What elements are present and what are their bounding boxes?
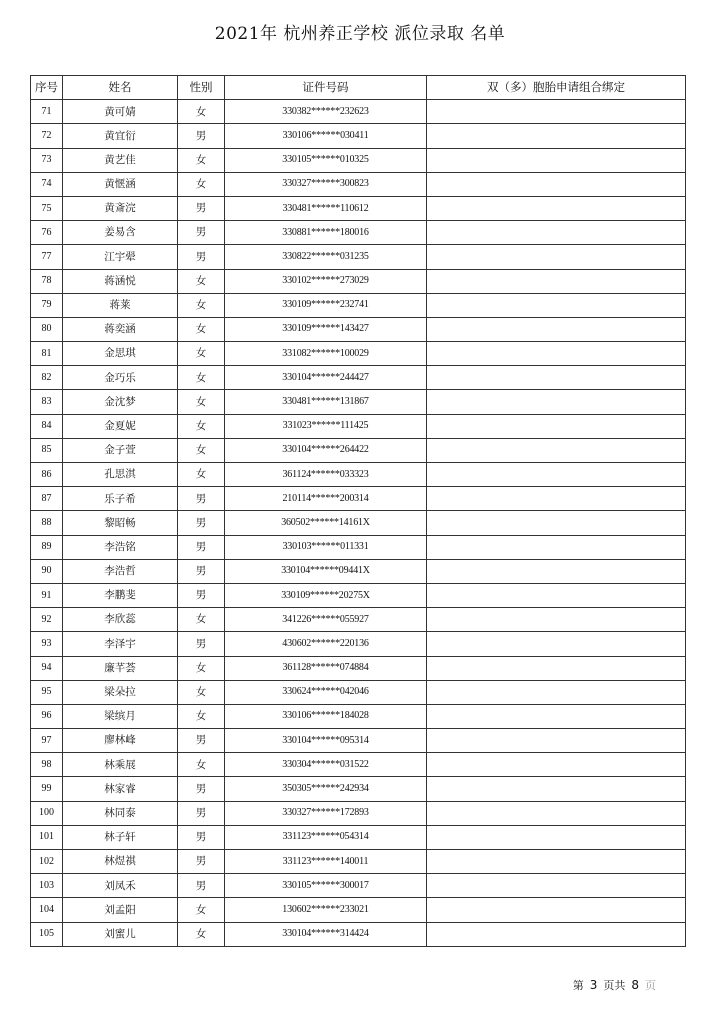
footer-middle: 页共 bbox=[603, 979, 626, 992]
cell-id-number: 330624******042046 bbox=[225, 680, 427, 704]
cell-twins-binding bbox=[427, 100, 686, 124]
table-body bbox=[31, 100, 686, 947]
cell-gender: 女 bbox=[178, 753, 225, 777]
cell-seq: 85 bbox=[31, 438, 63, 462]
cell-twins-binding bbox=[427, 269, 686, 293]
cell-id-number: 330304******031522 bbox=[225, 753, 427, 777]
header-id-number: 证件号码 bbox=[225, 76, 427, 100]
cell-gender: 女 bbox=[178, 317, 225, 341]
header-gender: 性别 bbox=[178, 76, 225, 100]
cell-id-number: 361124******033323 bbox=[225, 463, 427, 487]
cell-id-number: 361128******074884 bbox=[225, 656, 427, 680]
cell-gender: 男 bbox=[178, 559, 225, 583]
cell-id-number: 330481******110612 bbox=[225, 196, 427, 220]
cell-name: 李鹏斐 bbox=[63, 583, 178, 607]
cell-name: 乐子希 bbox=[63, 487, 178, 511]
cell-name: 姜易含 bbox=[63, 221, 178, 245]
cell-twins-binding bbox=[427, 632, 686, 656]
cell-id-number: 330881******180016 bbox=[225, 221, 427, 245]
cell-gender: 男 bbox=[178, 632, 225, 656]
cell-twins-binding bbox=[427, 825, 686, 849]
admission-table bbox=[30, 75, 686, 947]
cell-seq: 82 bbox=[31, 366, 63, 390]
cell-id-number: 330104******314424 bbox=[225, 922, 427, 946]
cell-id-number: 360502******14161X bbox=[225, 511, 427, 535]
cell-twins-binding bbox=[427, 729, 686, 753]
cell-name: 金夏妮 bbox=[63, 414, 178, 438]
cell-seq: 80 bbox=[31, 317, 63, 341]
cell-seq: 76 bbox=[31, 221, 63, 245]
cell-id-number: 330327******172893 bbox=[225, 801, 427, 825]
cell-id-number: 330104******095314 bbox=[225, 729, 427, 753]
cell-twins-binding bbox=[427, 608, 686, 632]
cell-twins-binding bbox=[427, 801, 686, 825]
cell-twins-binding bbox=[427, 535, 686, 559]
cell-seq: 94 bbox=[31, 656, 63, 680]
cell-id-number: 350305******242934 bbox=[225, 777, 427, 801]
cell-seq: 83 bbox=[31, 390, 63, 414]
cell-seq: 101 bbox=[31, 825, 63, 849]
table-row bbox=[31, 390, 686, 414]
cell-id-number: 330106******030411 bbox=[225, 124, 427, 148]
cell-gender: 女 bbox=[178, 100, 225, 124]
cell-gender: 女 bbox=[178, 366, 225, 390]
table-row bbox=[31, 559, 686, 583]
cell-twins-binding bbox=[427, 511, 686, 535]
cell-seq: 102 bbox=[31, 850, 63, 874]
cell-seq: 88 bbox=[31, 511, 63, 535]
cell-id-number: 330109******232741 bbox=[225, 293, 427, 317]
cell-twins-binding bbox=[427, 245, 686, 269]
cell-seq: 74 bbox=[31, 172, 63, 196]
cell-twins-binding bbox=[427, 366, 686, 390]
cell-name: 刘孟阳 bbox=[63, 898, 178, 922]
table-row bbox=[31, 511, 686, 535]
table-row bbox=[31, 632, 686, 656]
cell-twins-binding bbox=[427, 414, 686, 438]
cell-twins-binding bbox=[427, 777, 686, 801]
cell-twins-binding bbox=[427, 317, 686, 341]
cell-name: 金沈梦 bbox=[63, 390, 178, 414]
cell-twins-binding bbox=[427, 874, 686, 898]
table-row bbox=[31, 583, 686, 607]
cell-gender: 女 bbox=[178, 898, 225, 922]
cell-seq: 93 bbox=[31, 632, 63, 656]
cell-twins-binding bbox=[427, 124, 686, 148]
cell-id-number: 330327******300823 bbox=[225, 172, 427, 196]
header-seq: 序号 bbox=[31, 76, 63, 100]
cell-seq: 105 bbox=[31, 922, 63, 946]
cell-seq: 81 bbox=[31, 342, 63, 366]
cell-twins-binding bbox=[427, 704, 686, 728]
table-row bbox=[31, 317, 686, 341]
table-row bbox=[31, 463, 686, 487]
cell-name: 孔思淇 bbox=[63, 463, 178, 487]
cell-id-number: 331123******140011 bbox=[225, 850, 427, 874]
cell-name: 黄惬涵 bbox=[63, 172, 178, 196]
table-row bbox=[31, 245, 686, 269]
table-row bbox=[31, 269, 686, 293]
cell-gender: 女 bbox=[178, 656, 225, 680]
cell-seq: 72 bbox=[31, 124, 63, 148]
cell-id-number: 330105******300017 bbox=[225, 874, 427, 898]
cell-id-number: 331082******100029 bbox=[225, 342, 427, 366]
cell-name: 金子萱 bbox=[63, 438, 178, 462]
cell-gender: 男 bbox=[178, 221, 225, 245]
table-row bbox=[31, 196, 686, 220]
cell-name: 刘蜜儿 bbox=[63, 922, 178, 946]
footer-page-number: 3 bbox=[589, 978, 598, 992]
table-row bbox=[31, 414, 686, 438]
cell-id-number: 330104******244427 bbox=[225, 366, 427, 390]
cell-seq: 86 bbox=[31, 463, 63, 487]
table-row bbox=[31, 656, 686, 680]
cell-name: 梁朵拉 bbox=[63, 680, 178, 704]
table-row bbox=[31, 342, 686, 366]
cell-twins-binding bbox=[427, 293, 686, 317]
header-name: 姓名 bbox=[63, 76, 178, 100]
cell-seq: 79 bbox=[31, 293, 63, 317]
table-row bbox=[31, 124, 686, 148]
cell-gender: 男 bbox=[178, 535, 225, 559]
table-row bbox=[31, 608, 686, 632]
cell-gender: 女 bbox=[178, 269, 225, 293]
table-row bbox=[31, 366, 686, 390]
cell-gender: 女 bbox=[178, 172, 225, 196]
cell-seq: 95 bbox=[31, 680, 63, 704]
cell-gender: 女 bbox=[178, 704, 225, 728]
cell-id-number: 330103******011331 bbox=[225, 535, 427, 559]
cell-name: 黄宜衍 bbox=[63, 124, 178, 148]
cell-gender: 男 bbox=[178, 777, 225, 801]
cell-seq: 84 bbox=[31, 414, 63, 438]
cell-name: 黄可婧 bbox=[63, 100, 178, 124]
cell-twins-binding bbox=[427, 487, 686, 511]
cell-seq: 98 bbox=[31, 753, 63, 777]
cell-id-number: 330102******273029 bbox=[225, 269, 427, 293]
cell-id-number: 330109******143427 bbox=[225, 317, 427, 341]
document-title: 2021年 杭州养正学校 派位录取 名单 bbox=[214, 24, 506, 44]
table-row bbox=[31, 729, 686, 753]
cell-gender: 男 bbox=[178, 825, 225, 849]
table-row bbox=[31, 898, 686, 922]
table-row bbox=[31, 172, 686, 196]
cell-id-number: 341226******055927 bbox=[225, 608, 427, 632]
cell-id-number: 130602******233021 bbox=[225, 898, 427, 922]
cell-gender: 男 bbox=[178, 196, 225, 220]
cell-seq: 100 bbox=[31, 801, 63, 825]
cell-name: 李泽宇 bbox=[63, 632, 178, 656]
cell-twins-binding bbox=[427, 463, 686, 487]
table-row bbox=[31, 704, 686, 728]
cell-seq: 96 bbox=[31, 704, 63, 728]
cell-twins-binding bbox=[427, 922, 686, 946]
cell-gender: 男 bbox=[178, 124, 225, 148]
table-row bbox=[31, 874, 686, 898]
table-row bbox=[31, 850, 686, 874]
cell-name: 廖林峰 bbox=[63, 729, 178, 753]
cell-name: 李浩铭 bbox=[63, 535, 178, 559]
table-row bbox=[31, 801, 686, 825]
cell-name: 金思琪 bbox=[63, 342, 178, 366]
cell-seq: 77 bbox=[31, 245, 63, 269]
table-row bbox=[31, 753, 686, 777]
cell-name: 刘凤禾 bbox=[63, 874, 178, 898]
cell-gender: 女 bbox=[178, 293, 225, 317]
table-row bbox=[31, 777, 686, 801]
table-row bbox=[31, 148, 686, 172]
cell-gender: 男 bbox=[178, 583, 225, 607]
cell-gender: 男 bbox=[178, 487, 225, 511]
cell-id-number: 331023******111425 bbox=[225, 414, 427, 438]
cell-seq: 103 bbox=[31, 874, 63, 898]
cell-seq: 75 bbox=[31, 196, 63, 220]
footer-prefix: 第 bbox=[572, 979, 584, 992]
cell-gender: 男 bbox=[178, 874, 225, 898]
cell-name: 金巧乐 bbox=[63, 366, 178, 390]
cell-gender: 女 bbox=[178, 922, 225, 946]
cell-id-number: 330481******131867 bbox=[225, 390, 427, 414]
page-footer bbox=[573, 977, 656, 993]
cell-seq: 73 bbox=[31, 148, 63, 172]
cell-seq: 92 bbox=[31, 608, 63, 632]
cell-twins-binding bbox=[427, 196, 686, 220]
cell-name: 黎昭畅 bbox=[63, 511, 178, 535]
cell-seq: 78 bbox=[31, 269, 63, 293]
cell-gender: 女 bbox=[178, 438, 225, 462]
cell-name: 廉芊荟 bbox=[63, 656, 178, 680]
cell-seq: 97 bbox=[31, 729, 63, 753]
cell-twins-binding bbox=[427, 583, 686, 607]
table-header-row bbox=[31, 76, 686, 100]
table-row bbox=[31, 825, 686, 849]
cell-seq: 71 bbox=[31, 100, 63, 124]
cell-name: 梁缤月 bbox=[63, 704, 178, 728]
footer-suffix: 页 bbox=[645, 979, 656, 992]
cell-twins-binding bbox=[427, 438, 686, 462]
cell-name: 江宇翚 bbox=[63, 245, 178, 269]
cell-seq: 89 bbox=[31, 535, 63, 559]
cell-name: 林乘展 bbox=[63, 753, 178, 777]
cell-gender: 男 bbox=[178, 511, 225, 535]
cell-seq: 99 bbox=[31, 777, 63, 801]
table-row bbox=[31, 922, 686, 946]
cell-gender: 女 bbox=[178, 390, 225, 414]
table-row bbox=[31, 535, 686, 559]
cell-id-number: 330109******20275X bbox=[225, 583, 427, 607]
cell-twins-binding bbox=[427, 559, 686, 583]
table-row bbox=[31, 680, 686, 704]
cell-twins-binding bbox=[427, 221, 686, 245]
cell-gender: 男 bbox=[178, 729, 225, 753]
cell-twins-binding bbox=[427, 148, 686, 172]
cell-twins-binding bbox=[427, 172, 686, 196]
cell-id-number: 330822******031235 bbox=[225, 245, 427, 269]
cell-id-number: 330105******010325 bbox=[225, 148, 427, 172]
cell-name: 黄艺佳 bbox=[63, 148, 178, 172]
cell-twins-binding bbox=[427, 656, 686, 680]
cell-twins-binding bbox=[427, 342, 686, 366]
cell-seq: 104 bbox=[31, 898, 63, 922]
cell-gender: 男 bbox=[178, 801, 225, 825]
cell-name: 蒋奕涵 bbox=[63, 317, 178, 341]
table-row bbox=[31, 100, 686, 124]
cell-id-number: 210114******200314 bbox=[225, 487, 427, 511]
cell-twins-binding bbox=[427, 390, 686, 414]
table-row bbox=[31, 221, 686, 245]
cell-name: 林煜祺 bbox=[63, 850, 178, 874]
cell-gender: 女 bbox=[178, 608, 225, 632]
cell-name: 黄斎浣 bbox=[63, 196, 178, 220]
cell-name: 林家睿 bbox=[63, 777, 178, 801]
cell-twins-binding bbox=[427, 753, 686, 777]
cell-name: 李欣蕊 bbox=[63, 608, 178, 632]
cell-seq: 90 bbox=[31, 559, 63, 583]
cell-gender: 男 bbox=[178, 245, 225, 269]
cell-name: 蒋莱 bbox=[63, 293, 178, 317]
cell-gender: 女 bbox=[178, 342, 225, 366]
cell-id-number: 330106******184028 bbox=[225, 704, 427, 728]
cell-id-number: 330104******264422 bbox=[225, 438, 427, 462]
cell-twins-binding bbox=[427, 898, 686, 922]
cell-twins-binding bbox=[427, 680, 686, 704]
cell-seq: 91 bbox=[31, 583, 63, 607]
cell-gender: 女 bbox=[178, 148, 225, 172]
table-row bbox=[31, 293, 686, 317]
cell-name: 林同泰 bbox=[63, 801, 178, 825]
cell-name: 林子轩 bbox=[63, 825, 178, 849]
cell-id-number: 330382******232623 bbox=[225, 100, 427, 124]
header-twins-binding: 双（多）胞胎申请组合绑定 bbox=[427, 76, 686, 100]
table-row bbox=[31, 438, 686, 462]
cell-seq: 87 bbox=[31, 487, 63, 511]
cell-gender: 女 bbox=[178, 463, 225, 487]
cell-id-number: 430602******220136 bbox=[225, 632, 427, 656]
footer-total-pages: 8 bbox=[631, 978, 639, 992]
cell-name: 李浩哲 bbox=[63, 559, 178, 583]
table-row bbox=[31, 487, 686, 511]
cell-name: 蒋涵悦 bbox=[63, 269, 178, 293]
cell-id-number: 331123******054314 bbox=[225, 825, 427, 849]
cell-gender: 女 bbox=[178, 680, 225, 704]
cell-twins-binding bbox=[427, 850, 686, 874]
cell-id-number: 330104******09441X bbox=[225, 559, 427, 583]
cell-gender: 女 bbox=[178, 414, 225, 438]
cell-gender: 男 bbox=[178, 850, 225, 874]
